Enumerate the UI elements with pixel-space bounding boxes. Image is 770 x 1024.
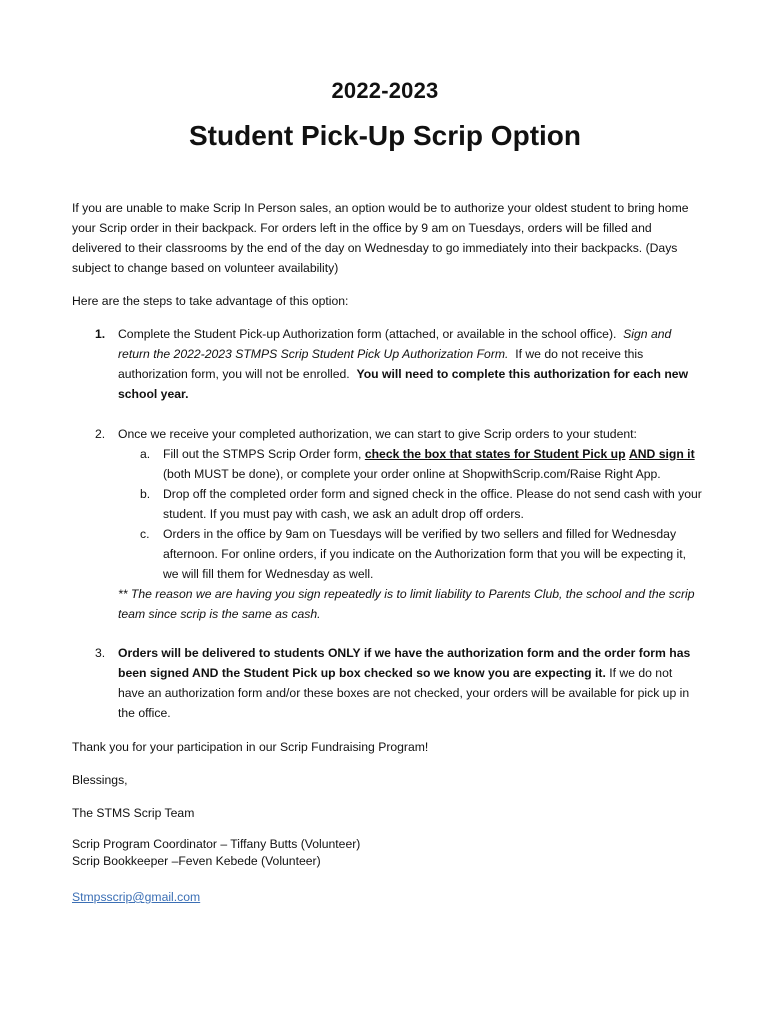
- sub-a-bold-2: AND sign it: [628, 447, 695, 461]
- document-title: Student Pick-Up Scrip Option: [188, 120, 581, 151]
- step-2-number: 2.: [95, 427, 106, 441]
- step-3-bold: Orders will be delivered to students ONLY if we have the authorization form and the order form has been signed AND the Student Pick up box checked so we know you are expecting it.: [118, 646, 691, 680]
- email-block: [72, 887, 702, 907]
- bookkeeper-line: Scrip Bookkeeper –Feven Kebede (Volunteer): [72, 854, 321, 868]
- sub-a-bold-1: check the box that states for Student Pick up: [364, 447, 626, 461]
- step-2-sub-a: [140, 444, 702, 484]
- sub-b-letter: b.: [140, 487, 151, 501]
- step-3-plain: If we do not have an authorization form and/or these boxes are not checked, your orders will be available for pick up in the office.: [118, 666, 690, 720]
- step-2-text: Once we receive your completed authorization, we can start to give Scrip orders to your student:: [118, 427, 637, 441]
- step-3: [72, 643, 702, 723]
- step-1-text-a: Complete the Student Pick-up Authorization form (attached, or available in the school office).: [118, 327, 617, 341]
- team-signature: The STMS Scrip Team: [72, 806, 195, 820]
- step-1-text-c: If we do not receive this authorization form, you will not be enrolled.: [118, 347, 644, 381]
- sub-a-letter: a.: [140, 447, 151, 461]
- step-2-sub-c: [140, 524, 702, 584]
- sub-a-pre: Fill out the STMPS Scrip Order form,: [163, 447, 362, 461]
- step-1-text: [118, 324, 702, 404]
- step-2-note: ** The reason we are having you sign repeatedly is to limit liability to Parents Club, the school and the scrip team since scrip is the same as cash.: [118, 587, 695, 621]
- step-3-text: [118, 643, 702, 723]
- step-2: [72, 424, 702, 624]
- coordinator-line: Scrip Program Coordinator – Tiffany Butts (Volunteer): [72, 837, 361, 851]
- step-1: [72, 324, 702, 404]
- document-year: 2022-2023: [331, 78, 439, 103]
- sub-c-letter: c.: [140, 527, 150, 541]
- thanks-line: Thank you for your participation in our Scrip Fundraising Program!: [72, 740, 429, 754]
- step-1-number: 1.: [95, 327, 106, 341]
- intro-paragraph: If you are unable to make Scrip In Person sales, an option would be to authorize your oldest student to bring home your Scrip order in their backpack. For orders left in the office by 9 am on Tuesdays, orders will be filled and delivered to their classrooms by the end of the day on Wednesday to go immediately into their backpacks. (Days subject to change based on volunteer availability): [72, 201, 689, 275]
- step-3-number: 3.: [95, 646, 106, 660]
- contacts-block: [72, 836, 702, 870]
- blessings-line: Blessings,: [72, 773, 128, 787]
- sub-c-text: Orders in the office by 9am on Tuesdays will be verified by two sellers and filled for Wednesday afternoon. For online orders, if you indicate on the Authorization form that you will be expecting it, we will fill them for Wednesday as well.: [163, 527, 687, 581]
- sub-a-post: (both MUST be done), or complete your order online at ShopwithScrip.com/Raise Right App.: [163, 467, 661, 481]
- step-1-text-d: You will need to complete this authorization for each new school year.: [118, 367, 689, 401]
- step-1-text-b: Sign and return the 2022-2023 STMPS Scrip Student Pick Up Authorization Form.: [118, 327, 672, 361]
- sub-b-text: Drop off the completed order form and signed check in the office. Please do not send cash with your student. If you must pay with cash, we ask an adult drop off orders.: [163, 487, 702, 521]
- steps-intro: Here are the steps to take advantage of this option:: [72, 294, 349, 308]
- email-link[interactable]: Stmpsscrip@gmail.com: [72, 890, 201, 904]
- step-2-sub-b: [140, 484, 702, 524]
